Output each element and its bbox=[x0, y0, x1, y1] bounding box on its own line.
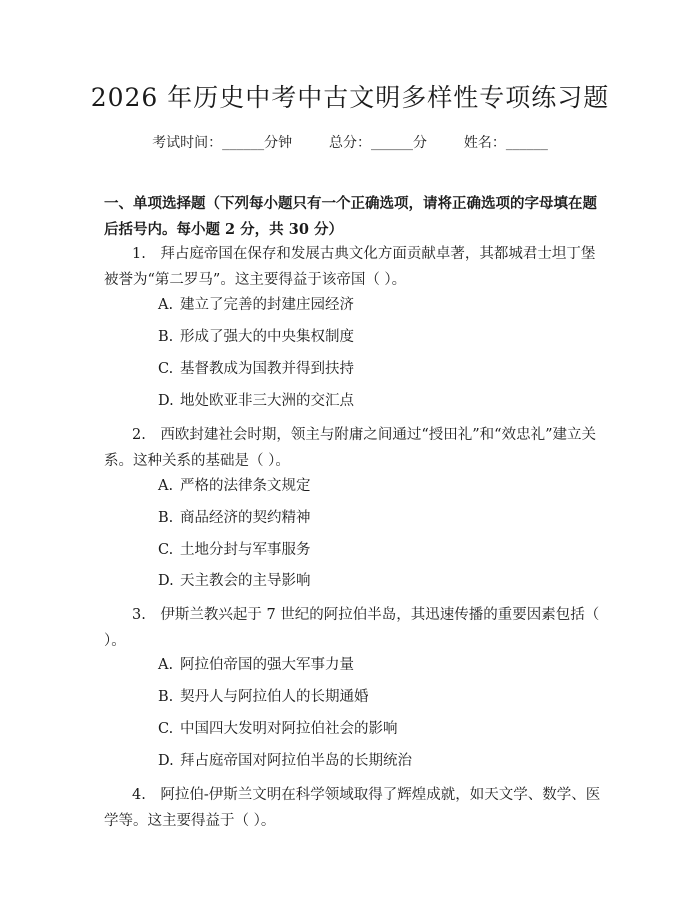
question-1-option-d bbox=[158, 391, 354, 411]
option-letter: A. bbox=[158, 657, 174, 673]
option-letter: D. bbox=[158, 393, 174, 409]
option-letter: B. bbox=[158, 510, 174, 526]
option-letter: B. bbox=[158, 689, 174, 705]
option-letter: A. bbox=[158, 297, 174, 313]
option-text: 中国四大发明对阿拉伯社会的影响 bbox=[180, 721, 398, 737]
question-4: 4. 阿拉伯-伊斯兰文明在科学领域取得了辉煌成就，如天文学、数学、医学等。这主要得益于（ ）。 bbox=[104, 787, 601, 829]
option-letter: B. bbox=[158, 329, 174, 345]
question-2-option-c bbox=[158, 540, 311, 560]
question-3: 3. 伊斯兰教兴起于 7 世纪的阿拉伯半岛，其迅速传播的重要因素包括（ ）。 bbox=[104, 607, 600, 649]
question-1-option-b bbox=[158, 327, 354, 347]
option-text: 土地分封与军事服务 bbox=[180, 542, 311, 558]
option-text: 建立了完善的封建庄园经济 bbox=[180, 297, 354, 313]
question-2-option-b bbox=[158, 508, 311, 528]
page-title: 2026 年历史中考中古文明多样性专项练习题 bbox=[90, 83, 610, 112]
question-1: 1. 拜占庭帝国在保存和发展古典文化方面贡献卓著，其都城君士坦丁堡被誉为“第二罗马”。这主要得益于该帝国（ ）。 bbox=[104, 246, 596, 288]
option-text: 契丹人与阿拉伯人的长期通婚 bbox=[180, 689, 369, 705]
option-text: 商品经济的契约精神 bbox=[180, 510, 311, 526]
option-letter: C. bbox=[158, 542, 174, 558]
option-text: 基督教成为国教并得到扶持 bbox=[180, 361, 354, 377]
option-letter: C. bbox=[158, 361, 174, 377]
option-text: 严格的法律条文规定 bbox=[180, 478, 311, 494]
question-2: 2. 西欧封建社会时期，领主与附庸之间通过“授田礼”和“效忠礼”建立关系。这种关系的基础是（ ）。 bbox=[104, 427, 596, 469]
option-text: 拜占庭帝国对阿拉伯半岛的长期统治 bbox=[180, 753, 412, 769]
question-1-option-a bbox=[158, 295, 354, 315]
question-2-option-d bbox=[158, 571, 311, 591]
question-3-option-c bbox=[158, 719, 398, 739]
option-letter: D. bbox=[158, 753, 174, 769]
option-text: 地处欧亚非三大洲的交汇点 bbox=[180, 393, 354, 409]
option-letter: C. bbox=[158, 721, 174, 737]
option-text: 天主教会的主导影响 bbox=[180, 573, 311, 589]
question-3-option-b bbox=[158, 687, 369, 707]
question-3-option-d bbox=[158, 751, 412, 771]
option-letter: A. bbox=[158, 478, 174, 494]
total-score-field: 总分：______分 bbox=[329, 135, 427, 151]
option-text: 阿拉伯帝国的强大军事力量 bbox=[180, 657, 354, 673]
option-letter: D. bbox=[158, 573, 174, 589]
section-heading: 一、单项选择题（下列每小题只有一个正确选项，请将正确选项的字母填在题后括号内。每小题 2 分，共 30 分） bbox=[104, 195, 597, 238]
option-text: 形成了强大的中央集权制度 bbox=[180, 329, 354, 345]
exam-info-line bbox=[0, 133, 700, 153]
question-1-option-c bbox=[158, 359, 354, 379]
name-field: 姓名：______ bbox=[463, 135, 548, 151]
exam-time-field: 考试时间：______分钟 bbox=[152, 135, 293, 151]
question-2-option-a bbox=[158, 476, 311, 496]
question-3-option-a bbox=[158, 655, 354, 675]
